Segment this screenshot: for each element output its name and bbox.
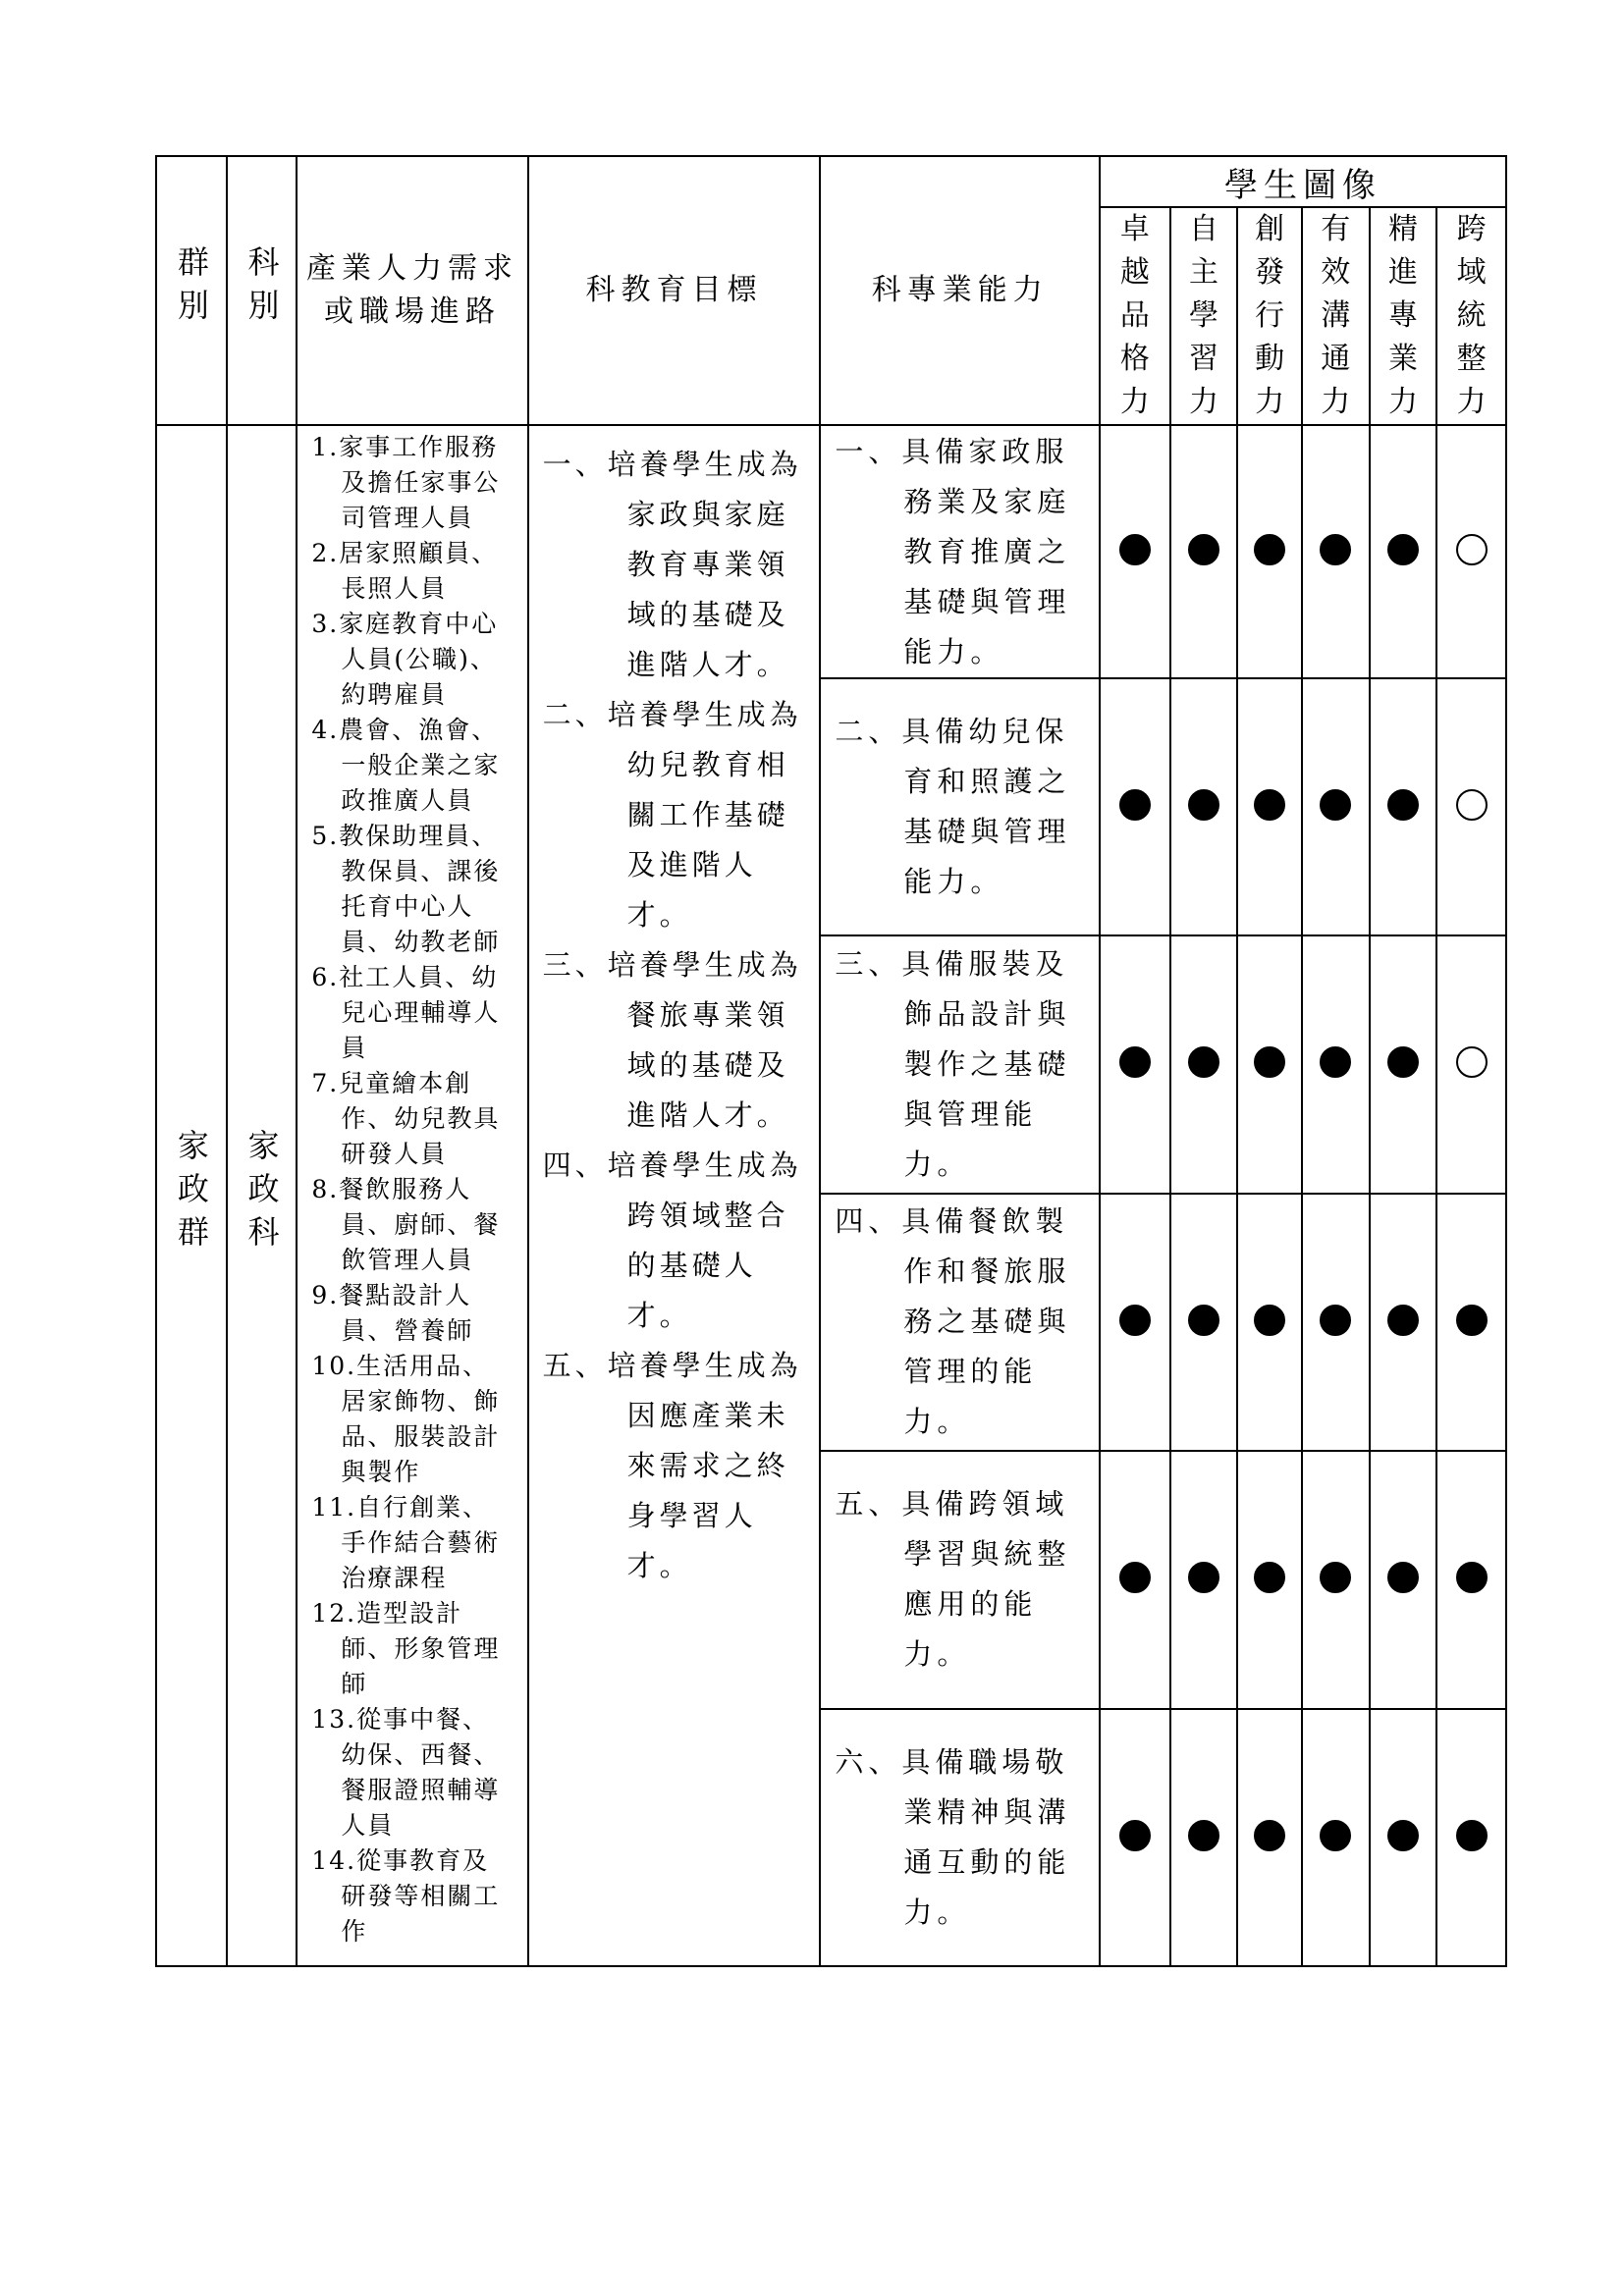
mark-cell <box>1100 935 1170 1193</box>
empty-circle-icon <box>1456 534 1488 565</box>
career-item: 11.自行創業、手作結合藝術治療課程 <box>311 1493 501 1593</box>
empty-circle-icon <box>1456 1046 1488 1078</box>
header-dept <box>227 156 298 425</box>
header-ability: 科專業能力 <box>820 156 1100 425</box>
trait-header <box>1237 207 1302 425</box>
ability-text: 四、具備餐飲製作和餐旅服務之基礎與管理的能力。 <box>835 1204 1071 1439</box>
filled-circle-icon <box>1188 1820 1219 1851</box>
filled-circle-icon <box>1456 1305 1488 1336</box>
dept-label: 家政科 <box>243 1129 281 1259</box>
mark-cell <box>1370 425 1437 677</box>
mark-cell <box>1170 678 1238 935</box>
mark-cell <box>1100 1194 1170 1451</box>
filled-circle-icon <box>1119 1046 1151 1078</box>
filled-circle-icon <box>1387 1305 1419 1336</box>
filled-circle-icon <box>1254 1562 1285 1593</box>
career-item: 4.農會、漁會、一般企業之家政推廣人員 <box>311 716 501 816</box>
trait-label: 創發行動力 <box>1255 212 1285 420</box>
trait-header <box>1302 207 1370 425</box>
ability-text: 二、具備幼兒保育和照護之基礎與管理能力。 <box>835 715 1071 899</box>
career-item: 9.餐點設計人員、營養師 <box>311 1281 474 1346</box>
mark-cell <box>1237 1709 1302 1966</box>
filled-circle-icon <box>1188 1562 1219 1593</box>
trait-header <box>1170 207 1238 425</box>
mark-cell <box>1100 1451 1170 1708</box>
header-career-line1: 產業人力需求 <box>305 251 518 287</box>
filled-circle-icon <box>1387 789 1419 821</box>
career-item: 7.兒童繪本創作、幼兒教具研發人員 <box>311 1069 501 1169</box>
mark-cell <box>1170 1451 1238 1708</box>
filled-circle-icon <box>1188 534 1219 565</box>
filled-circle-icon <box>1320 789 1351 821</box>
filled-circle-icon <box>1320 534 1351 565</box>
filled-circle-icon <box>1188 1046 1219 1078</box>
group-label: 家政群 <box>172 1129 210 1259</box>
mark-cell <box>1370 678 1437 935</box>
mark-cell <box>1436 678 1506 935</box>
ability-text: 五、具備跨領域學習與統整應用的能力。 <box>835 1487 1071 1672</box>
filled-circle-icon <box>1387 534 1419 565</box>
header-career-line2: 或職場進路 <box>323 294 501 330</box>
goal-item: 三、培養學生成為餐旅專業領域的基礎及進階人才。 <box>542 948 802 1133</box>
filled-circle-icon <box>1188 1305 1219 1336</box>
filled-circle-icon <box>1119 1305 1151 1336</box>
mark-cell <box>1237 425 1302 677</box>
career-item: 6.社工人員、幼兒心理輔導人員 <box>311 963 501 1063</box>
filled-circle-icon <box>1320 1562 1351 1593</box>
mark-cell <box>1237 1194 1302 1451</box>
filled-circle-icon <box>1387 1562 1419 1593</box>
ability-row <box>156 425 1506 677</box>
trait-label: 自主學習力 <box>1189 212 1219 420</box>
career-item: 1.家事工作服務及擔任家事公司管理人員 <box>311 433 501 533</box>
filled-circle-icon <box>1188 789 1219 821</box>
filled-circle-icon <box>1119 789 1151 821</box>
group-cell <box>156 425 227 1966</box>
career-item: 5.教保助理員、教保員、課後托育中心人員、幼教老師 <box>311 822 501 957</box>
mark-cell <box>1100 1709 1170 1966</box>
ability-cell <box>820 425 1100 677</box>
header-goal: 科教育目標 <box>528 156 821 425</box>
mark-cell <box>1436 1709 1506 1966</box>
mark-cell <box>1170 425 1238 677</box>
career-item: 2.居家照顧員、長照人員 <box>311 539 499 604</box>
trait-label: 精進專業力 <box>1387 212 1418 420</box>
filled-circle-icon <box>1456 1820 1488 1851</box>
mark-cell <box>1436 1194 1506 1451</box>
career-cell <box>297 425 527 1966</box>
ability-cell <box>820 1451 1100 1708</box>
trait-label: 跨域統整力 <box>1456 212 1487 420</box>
filled-circle-icon <box>1320 1305 1351 1336</box>
filled-circle-icon <box>1254 1046 1285 1078</box>
filled-circle-icon <box>1387 1046 1419 1078</box>
competency-table <box>155 155 1507 1967</box>
filled-circle-icon <box>1119 1820 1151 1851</box>
filled-circle-icon <box>1320 1046 1351 1078</box>
header-career <box>297 156 527 425</box>
mark-cell <box>1370 1194 1437 1451</box>
mark-cell <box>1370 1709 1437 1966</box>
filled-circle-icon <box>1254 534 1285 565</box>
ability-cell <box>820 1709 1100 1966</box>
filled-circle-icon <box>1254 1305 1285 1336</box>
mark-cell <box>1436 935 1506 1193</box>
career-item: 12.造型設計師、形象管理師 <box>311 1599 501 1699</box>
ability-text: 三、具備服裝及飾品設計與製作之基礎與管理能力。 <box>835 946 1071 1181</box>
ability-cell <box>820 935 1100 1193</box>
ability-text: 一、具備家政服務業及家庭教育推廣之基礎與管理能力。 <box>835 434 1071 668</box>
career-item: 10.生活用品、居家飾物、飾品、服裝設計與製作 <box>311 1352 501 1487</box>
header-dept-label: 科別 <box>243 245 281 333</box>
goal-item: 四、培養學生成為跨領域整合的基礎人才。 <box>542 1148 802 1333</box>
mark-cell <box>1100 425 1170 677</box>
mark-cell <box>1302 1709 1370 1966</box>
filled-circle-icon <box>1456 1562 1488 1593</box>
mark-cell <box>1170 1709 1238 1966</box>
mark-cell <box>1436 425 1506 677</box>
goal-item: 二、培養學生成為幼兒教育相關工作基礎及進階人才。 <box>542 698 802 933</box>
dept-cell <box>227 425 298 1966</box>
header-group <box>156 156 227 425</box>
goal-item: 五、培養學生成為因應產業未來需求之終身學習人才。 <box>542 1349 802 1583</box>
filled-circle-icon <box>1387 1820 1419 1851</box>
goal-cell <box>528 425 821 1966</box>
trait-label: 卓越品格力 <box>1119 212 1150 420</box>
mark-cell <box>1302 935 1370 1193</box>
career-item: 13.從事中餐、幼保、西餐、餐服證照輔導人員 <box>311 1705 501 1841</box>
mark-cell <box>1302 1194 1370 1451</box>
header-group-label: 群別 <box>172 245 210 333</box>
trait-header <box>1370 207 1437 425</box>
filled-circle-icon <box>1320 1820 1351 1851</box>
mark-cell <box>1170 1194 1238 1451</box>
mark-cell <box>1302 1451 1370 1708</box>
mark-cell <box>1100 678 1170 935</box>
ability-cell <box>820 1194 1100 1451</box>
header-student-image: 學生圖像 <box>1100 156 1506 207</box>
goal-item: 一、培養學生成為家政與家庭教育專業領域的基礎及進階人才。 <box>542 448 802 682</box>
filled-circle-icon <box>1254 789 1285 821</box>
trait-header <box>1100 207 1170 425</box>
ability-text: 六、具備職場敬業精神與溝通互動的能力。 <box>835 1744 1071 1929</box>
mark-cell <box>1170 935 1238 1193</box>
empty-circle-icon <box>1456 789 1488 821</box>
filled-circle-icon <box>1119 1562 1151 1593</box>
mark-cell <box>1436 1451 1506 1708</box>
mark-cell <box>1302 678 1370 935</box>
mark-cell <box>1370 935 1437 1193</box>
mark-cell <box>1237 935 1302 1193</box>
mark-cell <box>1370 1451 1437 1708</box>
filled-circle-icon <box>1254 1820 1285 1851</box>
ability-cell <box>820 678 1100 935</box>
trait-header <box>1436 207 1506 425</box>
mark-cell <box>1302 425 1370 677</box>
mark-cell <box>1237 1451 1302 1708</box>
mark-cell <box>1237 678 1302 935</box>
filled-circle-icon <box>1119 534 1151 565</box>
career-item: 8.餐飲服務人員、廚師、餐飲管理人員 <box>311 1175 501 1275</box>
trait-label: 有效溝通力 <box>1321 212 1351 420</box>
career-item: 14.從事教育及研發等相關工作 <box>311 1846 501 1947</box>
career-item: 3.家庭教育中心人員(公職)、約聘雇員 <box>311 610 499 710</box>
